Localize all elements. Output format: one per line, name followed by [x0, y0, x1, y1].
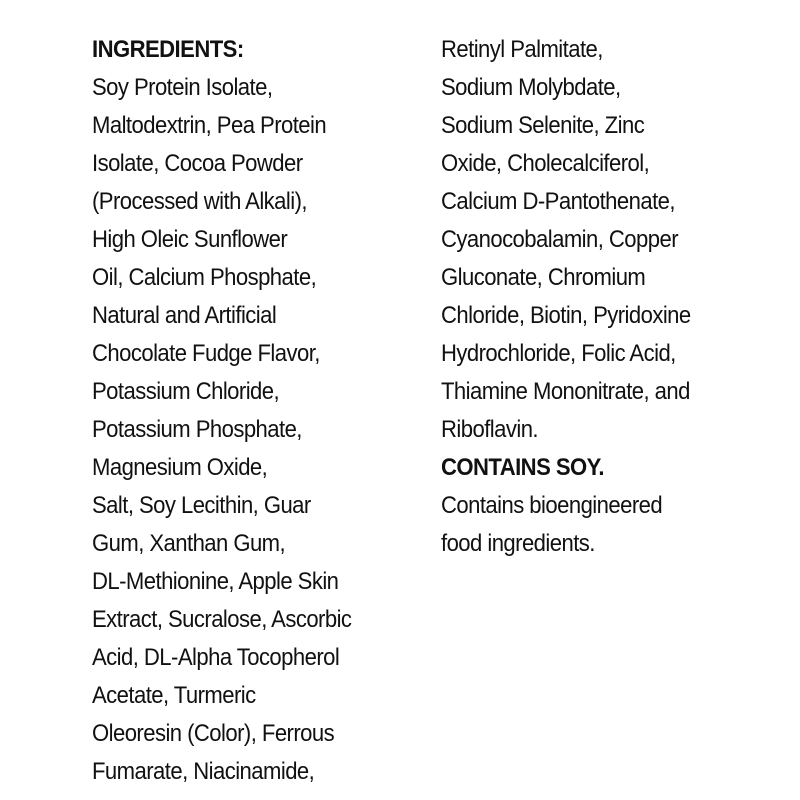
- ingredient-line: Potassium Phosphate,: [92, 416, 302, 443]
- ingredient-line: Potassium Chloride,: [92, 378, 280, 405]
- ingredient-line: Thiamine Mononitrate, and: [441, 378, 690, 405]
- ingredient-line: Acetate, Turmeric: [92, 682, 256, 709]
- ingredient-line: (Processed with Alkali),: [92, 188, 307, 215]
- ingredient-line: Salt, Soy Lecithin, Guar: [92, 492, 311, 519]
- ingredient-line: Fumarate, Niacinamide,: [92, 758, 315, 785]
- ingredient-line: Cyanocobalamin, Copper: [441, 226, 679, 253]
- ingredient-line: Calcium D-Pantothenate,: [441, 188, 675, 215]
- ingredient-line: Gluconate, Chromium: [441, 264, 646, 291]
- ingredient-line: Hydrochloride, Folic Acid,: [441, 340, 676, 367]
- ingredients-left-column: [92, 31, 412, 791]
- ingredient-line: Acid, DL-Alpha Tocopherol: [92, 644, 340, 671]
- ingredient-line: Gum, Xanthan Gum,: [92, 530, 286, 557]
- ingredient-line: Maltodextrin, Pea Protein: [92, 112, 327, 139]
- ingredient-line: Oleoresin (Color), Ferrous: [92, 720, 335, 747]
- bioengineered-disclosure-line: food ingredients.: [441, 530, 595, 557]
- ingredient-line: DL-Methionine, Apple Skin: [92, 568, 339, 595]
- ingredients-heading: INGREDIENTS:: [92, 36, 244, 63]
- ingredient-line: Extract, Sucralose, Ascorbic: [92, 606, 352, 633]
- ingredient-line: Soy Protein Isolate,: [92, 74, 273, 101]
- bioengineered-disclosure-line: Contains bioengineered: [441, 492, 663, 519]
- ingredient-line: Sodium Molybdate,: [441, 74, 621, 101]
- ingredient-line: Retinyl Palmitate,: [441, 36, 603, 63]
- ingredient-line: Natural and Artificial: [92, 302, 277, 329]
- ingredient-line: Chloride, Biotin, Pyridoxine: [441, 302, 691, 329]
- ingredients-right-column: [441, 31, 761, 563]
- ingredient-line: Riboflavin.: [441, 416, 539, 443]
- ingredient-line: High Oleic Sunflower: [92, 226, 288, 253]
- ingredient-line: Magnesium Oxide,: [92, 454, 268, 481]
- ingredient-line: Isolate, Cocoa Powder: [92, 150, 303, 177]
- ingredient-line: Oil, Calcium Phosphate,: [92, 264, 317, 291]
- ingredient-line: Oxide, Cholecalciferol,: [441, 150, 650, 177]
- allergen-statement: CONTAINS SOY.: [441, 454, 604, 481]
- ingredient-line: Sodium Selenite, Zinc: [441, 112, 645, 139]
- ingredient-line: Chocolate Fudge Flavor,: [92, 340, 320, 367]
